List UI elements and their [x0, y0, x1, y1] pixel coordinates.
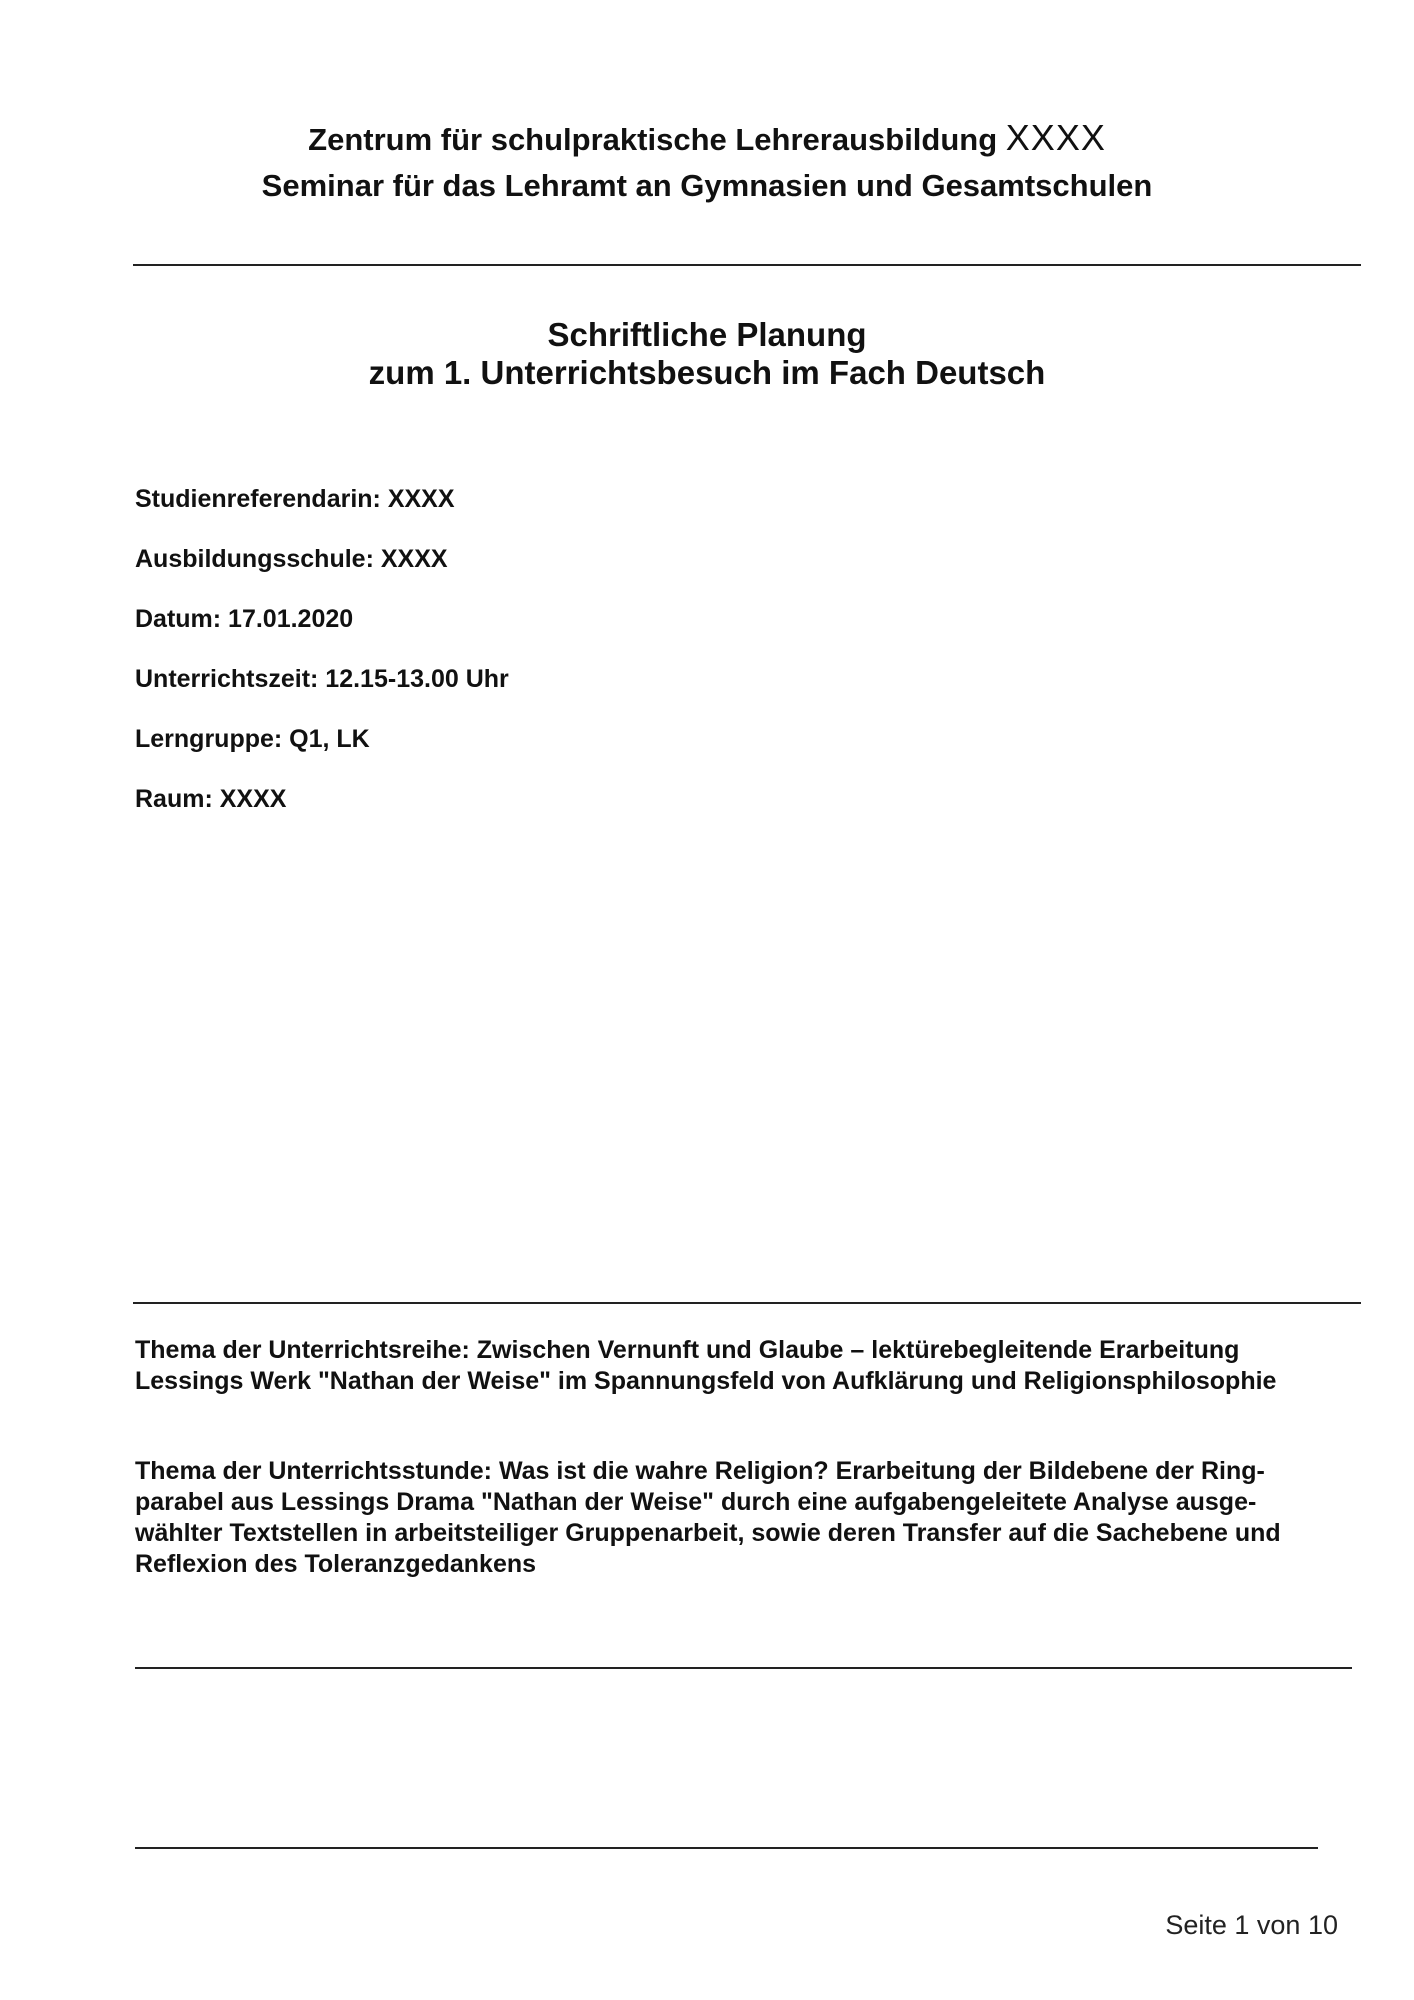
divider-top — [133, 264, 1361, 266]
detail-trainee: Studienreferendarin: XXXX — [135, 485, 455, 513]
lesson-theme-line: wählter Textstellen in arbeitsteiliger Gruppenarbeit, sowie deren Transfer auf die Sachebene und — [135, 1519, 1281, 1547]
document-subtitle: zum 1. Unterrichtsbesuch im Fach Deutsch — [368, 354, 1046, 391]
institution-name-text: Zentrum für schulpraktische Lehrerausbildung — [308, 122, 998, 157]
lesson-theme-line: parabel aus Lessings Drama "Nathan der Weise" durch eine aufgabengeleitete Analyse ausge- — [135, 1488, 1257, 1516]
document-title: Schriftliche Planung — [547, 316, 867, 353]
lesson-theme — [135, 1456, 1355, 1580]
divider-lower — [135, 1667, 1352, 1669]
institution-name — [0, 118, 1414, 160]
seminar-name: Seminar für das Lehramt an Gymnasien und Gesamtschulen — [261, 168, 1153, 203]
page-number: Seite 1 von 10 — [1165, 1910, 1338, 1940]
series-theme — [135, 1335, 1355, 1397]
divider-bottom — [135, 1847, 1318, 1849]
detail-group: Lerngruppe: Q1, LK — [135, 725, 370, 753]
series-theme-line: Lessings Werk "Nathan der Weise" im Spannungsfeld von Aufklärung und Religionsphilosophie — [135, 1367, 1277, 1395]
detail-room: Raum: XXXX — [135, 785, 287, 813]
institution-placeholder: XXXX — [1005, 117, 1106, 158]
lesson-theme-line: Reflexion des Toleranzgedankens — [135, 1550, 537, 1578]
divider-middle — [133, 1302, 1361, 1304]
detail-date: Datum: 17.01.2020 — [135, 605, 354, 633]
detail-school: Ausbildungsschule: XXXX — [135, 545, 448, 573]
lesson-theme-line: Thema der Unterrichtsstunde: Was ist die wahre Religion? Erarbeitung der Bildebene der Ring- — [135, 1457, 1265, 1485]
series-theme-line: Thema der Unterrichtsreihe: Zwischen Vernunft und Glaube – lektürebegleitende Erarbeitung — [135, 1336, 1240, 1364]
detail-time: Unterrichtszeit: 12.15-13.00 Uhr — [135, 665, 509, 693]
